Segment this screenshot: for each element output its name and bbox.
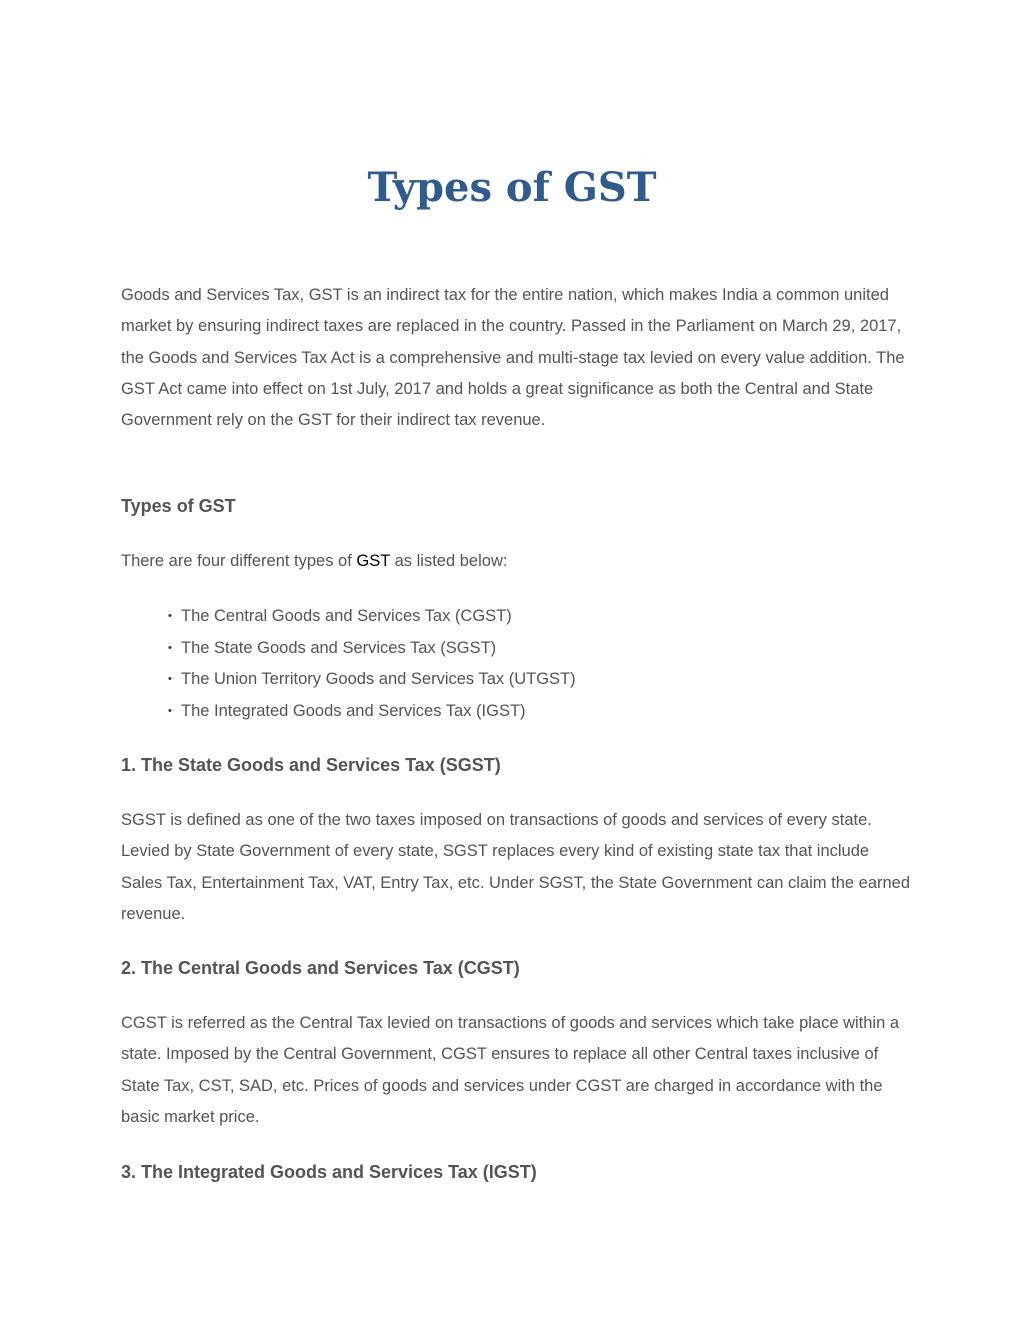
- list-item: [168, 601, 576, 633]
- gst-link[interactable]: GST: [356, 552, 391, 570]
- types-heading: Types of GST: [121, 496, 236, 516]
- section-heading-igst: 3. The Integrated Goods and Services Tax (IGST): [121, 1162, 537, 1182]
- bullet-icon: •: [168, 610, 172, 622]
- types-intro-after: as listed below:: [390, 552, 508, 570]
- bullet-icon: •: [168, 673, 172, 686]
- list-item-text: The Central Goods and Services Tax (CGST): [181, 607, 512, 625]
- types-intro: [121, 546, 911, 577]
- section-text-cgst: CGST is referred as the Central Tax levied on transactions of goods and services which take place within a state. Imposed by the Central Government, CGST ensures to replace all other Central taxes inclusive of State Tax, CST, SAD, etc. Prices of goods and services under CGST are charged in accordance with the basic market price.: [121, 1014, 900, 1126]
- list-item-text: The State Goods and Services Tax (SGST): [181, 638, 497, 657]
- types-intro-before: There are four different types of: [121, 552, 357, 570]
- bullet-icon: •: [168, 641, 172, 654]
- list-item: [168, 633, 576, 665]
- section-heading-cgst: 2. The Central Goods and Services Tax (CGST): [121, 958, 520, 978]
- list-item: [168, 696, 576, 728]
- list-item-text: The Integrated Goods and Services Tax (IGST): [181, 701, 526, 720]
- page-title: Types of GST: [367, 164, 657, 211]
- list-item: [168, 664, 576, 696]
- bullet-icon: •: [168, 704, 172, 717]
- types-list: [168, 601, 576, 727]
- section-heading-sgst: 1. The State Goods and Services Tax (SGST): [121, 755, 501, 775]
- list-item-text: The Union Territory Goods and Services Tax (UTGST): [181, 670, 576, 689]
- intro-paragraph: Goods and Services Tax, GST is an indirect tax for the entire nation, which makes India a common united market by ensuring indirect taxes are replaced in the country. Passed in the Parliament on March 29, 2017, the Goods and Services Tax Act is a comprehensive and multi-stage tax levied on every value addition. The GST Act came into effect on 1st July, 2017 and holds a great significance as both the Central and State Government rely on the GST for their indirect tax revenue.: [121, 286, 905, 430]
- section-text-sgst: SGST is defined as one of the two taxes imposed on transactions of goods and services of every state. Levied by State Government of every state, SGST replaces every kind of existing state tax that include Sales Tax, Entertainment Tax, VAT, Entry Tax, etc. Under SGST, the State Government can claim the earned revenue.: [121, 811, 911, 923]
